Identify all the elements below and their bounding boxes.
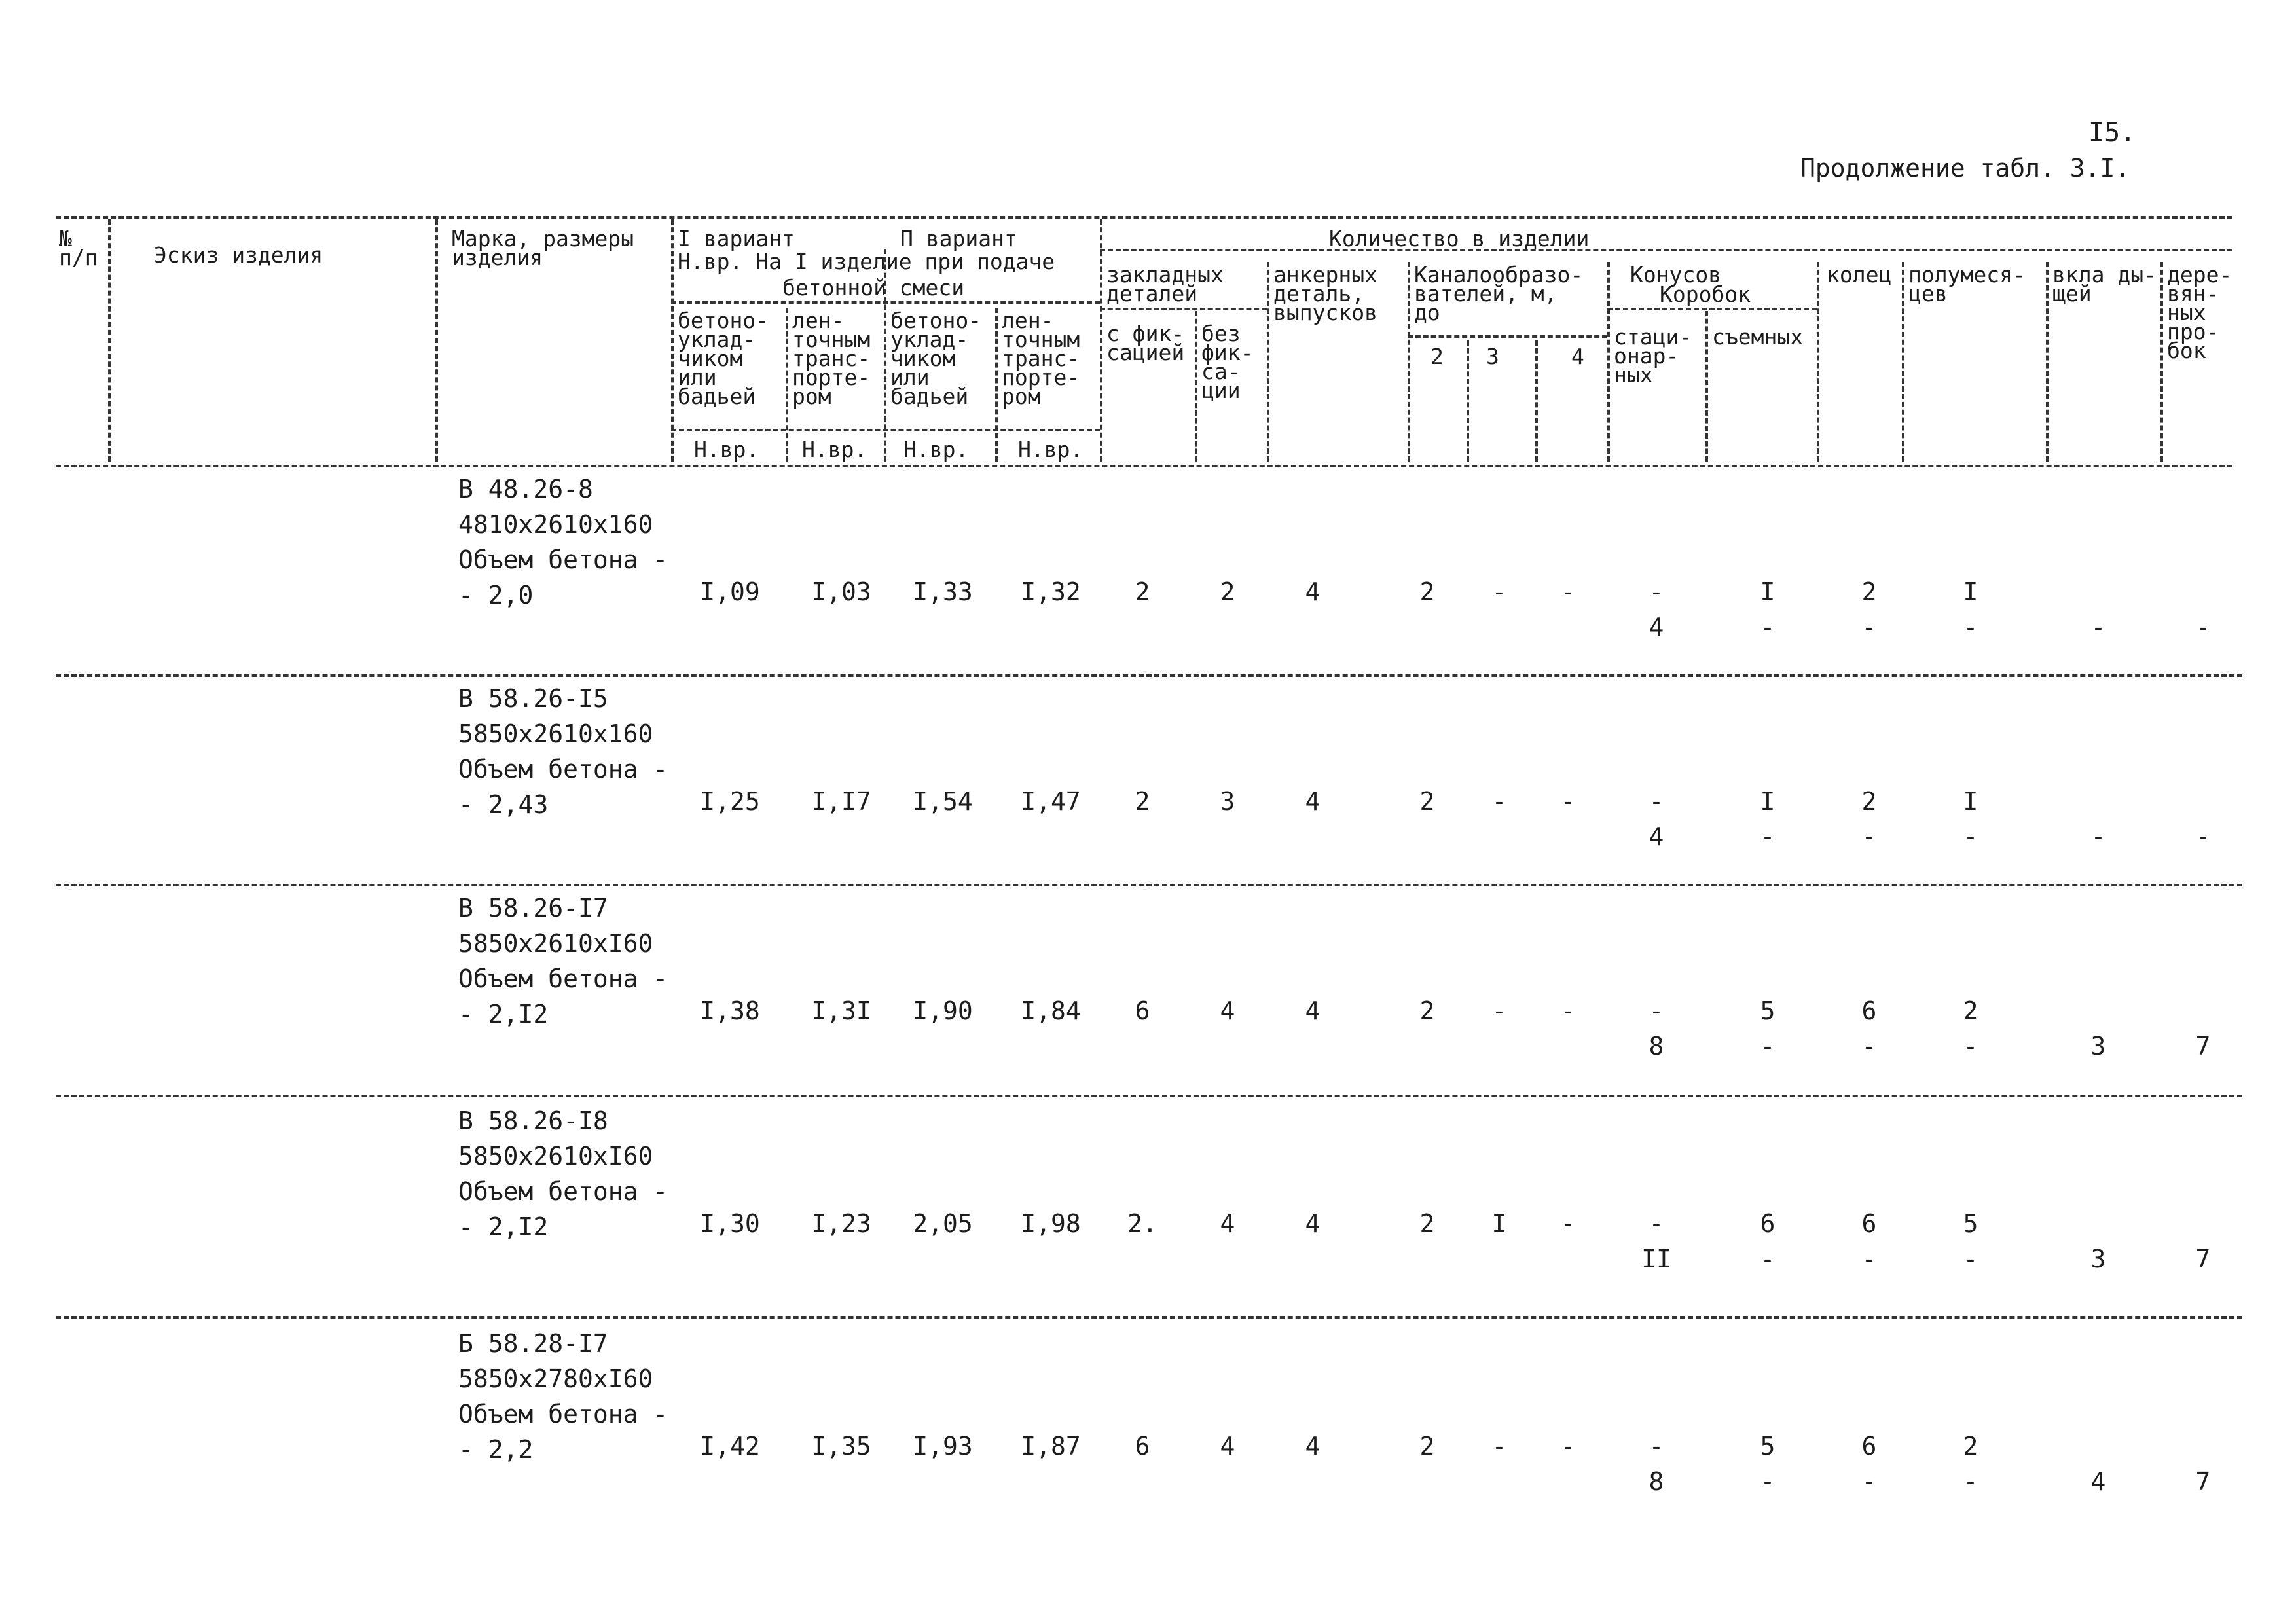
header-variant-1: I вариант xyxy=(678,226,795,251)
norm-time-value: I,84 xyxy=(1021,996,1081,1025)
quantity-value: I xyxy=(1760,577,1776,606)
concrete-volume-label: Объем бетона - xyxy=(458,755,668,784)
header-anchor: анкерных деталь, выпусков xyxy=(1273,262,1377,325)
product-mark: В 48.26-8 xyxy=(458,475,593,503)
quantity-value: 4 xyxy=(1305,996,1321,1025)
header-rings: колец xyxy=(1827,262,1892,287)
quantity-value-second-line: - xyxy=(1963,613,1978,642)
quantity-value: 6 xyxy=(1135,1432,1150,1461)
quantity-value-second-line: - xyxy=(1760,1032,1776,1061)
quantity-value: 2 xyxy=(1135,787,1150,816)
product-dimensions: 5850х2610хI60 xyxy=(458,1142,653,1171)
quantity-value: 4 xyxy=(1305,577,1321,606)
header-v2-paver: бетоно- уклад- чиком или бадьей xyxy=(890,308,982,409)
quantity-value: - xyxy=(1560,1209,1576,1238)
quantity-value: - xyxy=(1560,577,1576,606)
quantity-value: 4 xyxy=(1220,996,1235,1025)
concrete-volume: - 2,0 xyxy=(458,581,534,610)
quantity-value: - xyxy=(1491,1432,1507,1461)
quantity-value-second-line: 7 xyxy=(2195,1032,2211,1061)
header-plugs: дере- вян- ных про- бок xyxy=(2167,262,2232,363)
quantity-value: 6 xyxy=(1861,996,1877,1025)
quantity-value: I xyxy=(1491,1209,1507,1238)
quantity-value: 3 xyxy=(1220,787,1235,816)
quantity-value: - xyxy=(1560,787,1576,816)
quantity-value: 4 xyxy=(1220,1209,1235,1238)
quantity-value: - xyxy=(1649,787,1664,816)
row-separator xyxy=(56,1095,2242,1097)
concrete-volume: - 2,I2 xyxy=(458,1000,549,1029)
header-boxes: Коробок xyxy=(1660,282,1751,307)
header-bottom-rule xyxy=(56,465,2232,467)
quantity-value: 2. xyxy=(1127,1209,1157,1238)
quantity-value: 2 xyxy=(1419,1209,1435,1238)
quantity-value-second-line: - xyxy=(1963,1467,1978,1496)
quantity-value: 2 xyxy=(1419,1432,1435,1461)
quantity-value: 2 xyxy=(1419,996,1435,1025)
quantity-value: 2 xyxy=(1135,577,1150,606)
quantity-value: - xyxy=(1491,577,1507,606)
quantity-value: - xyxy=(1649,996,1664,1025)
table-caption: Продолжение табл. 3.I. xyxy=(1800,154,2130,183)
header-mark: Марка, размеры изделия xyxy=(452,226,634,270)
concrete-volume: - 2,2 xyxy=(458,1435,534,1464)
norm-time-value: I,3I xyxy=(811,996,871,1025)
quantity-value: 5 xyxy=(1760,1432,1776,1461)
norm-time-value: I,47 xyxy=(1021,787,1081,816)
quantity-value: 2 xyxy=(1220,577,1235,606)
quantity-value-second-line: - xyxy=(1963,1245,1978,1273)
quantity-value: 4 xyxy=(1305,787,1321,816)
concrete-volume-label: Объем бетона - xyxy=(458,1177,668,1206)
norm-time-value: I,38 xyxy=(700,996,760,1025)
norm-time-value: I,09 xyxy=(700,577,760,606)
norm-time-value: I,54 xyxy=(913,787,973,816)
concrete-volume-label: Объем бетона - xyxy=(458,545,668,574)
product-dimensions: 5850х2610х160 xyxy=(458,720,653,748)
header-mix: бетонной смеси xyxy=(782,275,965,301)
quantity-value-second-line: 8 xyxy=(1649,1467,1664,1496)
quantity-value: 5 xyxy=(1760,996,1776,1025)
quantity-value: - xyxy=(1649,1209,1664,1238)
norm-time-value: I,I7 xyxy=(811,787,871,816)
header-without-fixation: без фик- са- ции xyxy=(1201,321,1254,403)
header-unit-1: Н.вр. xyxy=(694,437,759,462)
quantity-value-second-line: - xyxy=(1861,613,1877,642)
quantity-value: I xyxy=(1963,577,1978,606)
product-dimensions: 4810х2610х160 xyxy=(458,510,653,539)
header-quantity: Количество в изделии xyxy=(1329,226,1590,251)
quantity-value-second-line: 4 xyxy=(2090,1467,2106,1496)
product-mark: В 58.26-I7 xyxy=(458,894,608,922)
quantity-value-second-line: 8 xyxy=(1649,1032,1664,1061)
quantity-value-second-line: - xyxy=(2090,613,2106,642)
norm-time-value: I,25 xyxy=(700,787,760,816)
product-mark: В 58.26-I5 xyxy=(458,684,608,713)
quantity-value-second-line: 7 xyxy=(2195,1467,2211,1496)
norm-time-value: I,30 xyxy=(700,1209,760,1238)
product-dimensions: 5850х2780хI60 xyxy=(458,1364,653,1393)
row-separator xyxy=(56,1316,2242,1319)
norm-time-value: I,33 xyxy=(913,577,973,606)
quantity-value: 2 xyxy=(1963,1432,1978,1461)
norm-time-value: I,87 xyxy=(1021,1432,1081,1461)
quantity-value-second-line: 4 xyxy=(1649,613,1664,642)
quantity-value: I xyxy=(1963,787,1978,816)
quantity-value: I xyxy=(1760,787,1776,816)
norm-time-value: 2,05 xyxy=(913,1209,973,1238)
quantity-value-second-line: 3 xyxy=(2090,1245,2106,1273)
header-top-rule xyxy=(56,216,2232,219)
quantity-value-second-line: - xyxy=(1861,822,1877,851)
quantity-value: 2 xyxy=(1861,787,1877,816)
quantity-value-second-line: - xyxy=(2195,822,2211,851)
quantity-value-second-line: - xyxy=(1760,1467,1776,1496)
row-separator xyxy=(56,674,2242,677)
header-unit-4: Н.вр. xyxy=(1018,437,1084,462)
concrete-volume: - 2,I2 xyxy=(458,1213,549,1241)
header-removable: съемных xyxy=(1712,324,1804,350)
quantity-value-second-line: - xyxy=(2090,822,2106,851)
quantity-value: 5 xyxy=(1963,1209,1978,1238)
norm-time-value: I,03 xyxy=(811,577,871,606)
quantity-value-second-line: 4 xyxy=(1649,822,1664,851)
header-variant-2: П вариант xyxy=(900,226,1017,251)
header-half-months: полумеся- цев xyxy=(1908,262,2026,306)
quantity-value-second-line: - xyxy=(1861,1032,1877,1061)
quantity-value-second-line: - xyxy=(2195,613,2211,642)
quantity-value: 4 xyxy=(1220,1432,1235,1461)
header-channel-2: 2 xyxy=(1430,344,1444,369)
product-dimensions: 5850х2610хI60 xyxy=(458,929,653,958)
quantity-value-second-line: 7 xyxy=(2195,1245,2211,1273)
quantity-value: - xyxy=(1649,577,1664,606)
quantity-value: 6 xyxy=(1861,1432,1877,1461)
header-v2-conveyor: лен- точным транс- порте- ром xyxy=(1002,308,1080,409)
header-with-fixation: с фик- сацией xyxy=(1106,321,1185,365)
concrete-volume: - 2,43 xyxy=(458,790,549,819)
header-number: № п/п xyxy=(59,226,98,270)
header-channel-4: 4 xyxy=(1571,344,1584,369)
page-number: I5. xyxy=(2088,118,2136,148)
header-sketch: Эскиз изделия xyxy=(154,242,323,268)
quantity-value-second-line: - xyxy=(1861,1245,1877,1273)
quantity-value: 2 xyxy=(1963,996,1978,1025)
quantity-value: 6 xyxy=(1760,1209,1776,1238)
norm-time-value: I,90 xyxy=(913,996,973,1025)
quantity-value: - xyxy=(1560,1432,1576,1461)
quantity-value-second-line: - xyxy=(1963,822,1978,851)
quantity-value: 6 xyxy=(1861,1209,1877,1238)
quantity-value: 2 xyxy=(1419,577,1435,606)
quantity-value-second-line: - xyxy=(1760,613,1776,642)
quantity-value-second-line: II xyxy=(1641,1245,1671,1273)
header-norm-line: Н.вр. На I изделие при подаче xyxy=(678,249,1055,274)
header-channel: Каналообразо- вателей, м, до xyxy=(1414,262,1584,325)
quantity-value-second-line: - xyxy=(1963,1032,1978,1061)
norm-time-value: I,32 xyxy=(1021,577,1081,606)
header-inserts: вкла ды- щей xyxy=(2052,262,2157,306)
concrete-volume-label: Объем бетона - xyxy=(458,1400,668,1429)
quantity-value-second-line: - xyxy=(1861,1467,1877,1496)
norm-time-value: I,42 xyxy=(700,1432,760,1461)
header-embedded: закладных деталей xyxy=(1106,262,1224,306)
concrete-volume-label: Объем бетона - xyxy=(458,964,668,993)
product-mark: Б 58.28-I7 xyxy=(458,1329,608,1358)
header-stationary: стаци- онар- ных xyxy=(1614,324,1692,388)
header-unit-3: Н.вр. xyxy=(903,437,969,462)
quantity-value: - xyxy=(1491,787,1507,816)
quantity-value: - xyxy=(1649,1432,1664,1461)
quantity-value: 4 xyxy=(1305,1209,1321,1238)
quantity-value-second-line: - xyxy=(1760,1245,1776,1273)
quantity-value: 6 xyxy=(1135,996,1150,1025)
header-channel-3: 3 xyxy=(1486,344,1499,369)
quantity-value-second-line: - xyxy=(1760,822,1776,851)
quantity-value: - xyxy=(1491,996,1507,1025)
quantity-value: 2 xyxy=(1419,787,1435,816)
header-cones: Конусов xyxy=(1630,262,1722,287)
norm-time-value: I,98 xyxy=(1021,1209,1081,1238)
product-mark: В 58.26-I8 xyxy=(458,1106,608,1135)
header-unit-2: Н.вр. xyxy=(802,437,867,462)
quantity-value-second-line: 3 xyxy=(2090,1032,2106,1061)
quantity-value: 2 xyxy=(1861,577,1877,606)
header-v1-paver: бетоно- уклад- чиком или бадьей xyxy=(678,308,769,409)
header-v1-conveyor: лен- точным транс- порте- ром xyxy=(792,308,871,409)
row-separator xyxy=(56,884,2242,886)
quantity-value: - xyxy=(1560,996,1576,1025)
quantity-value: 4 xyxy=(1305,1432,1321,1461)
norm-time-value: I,93 xyxy=(913,1432,973,1461)
norm-time-value: I,35 xyxy=(811,1432,871,1461)
norm-time-value: I,23 xyxy=(811,1209,871,1238)
